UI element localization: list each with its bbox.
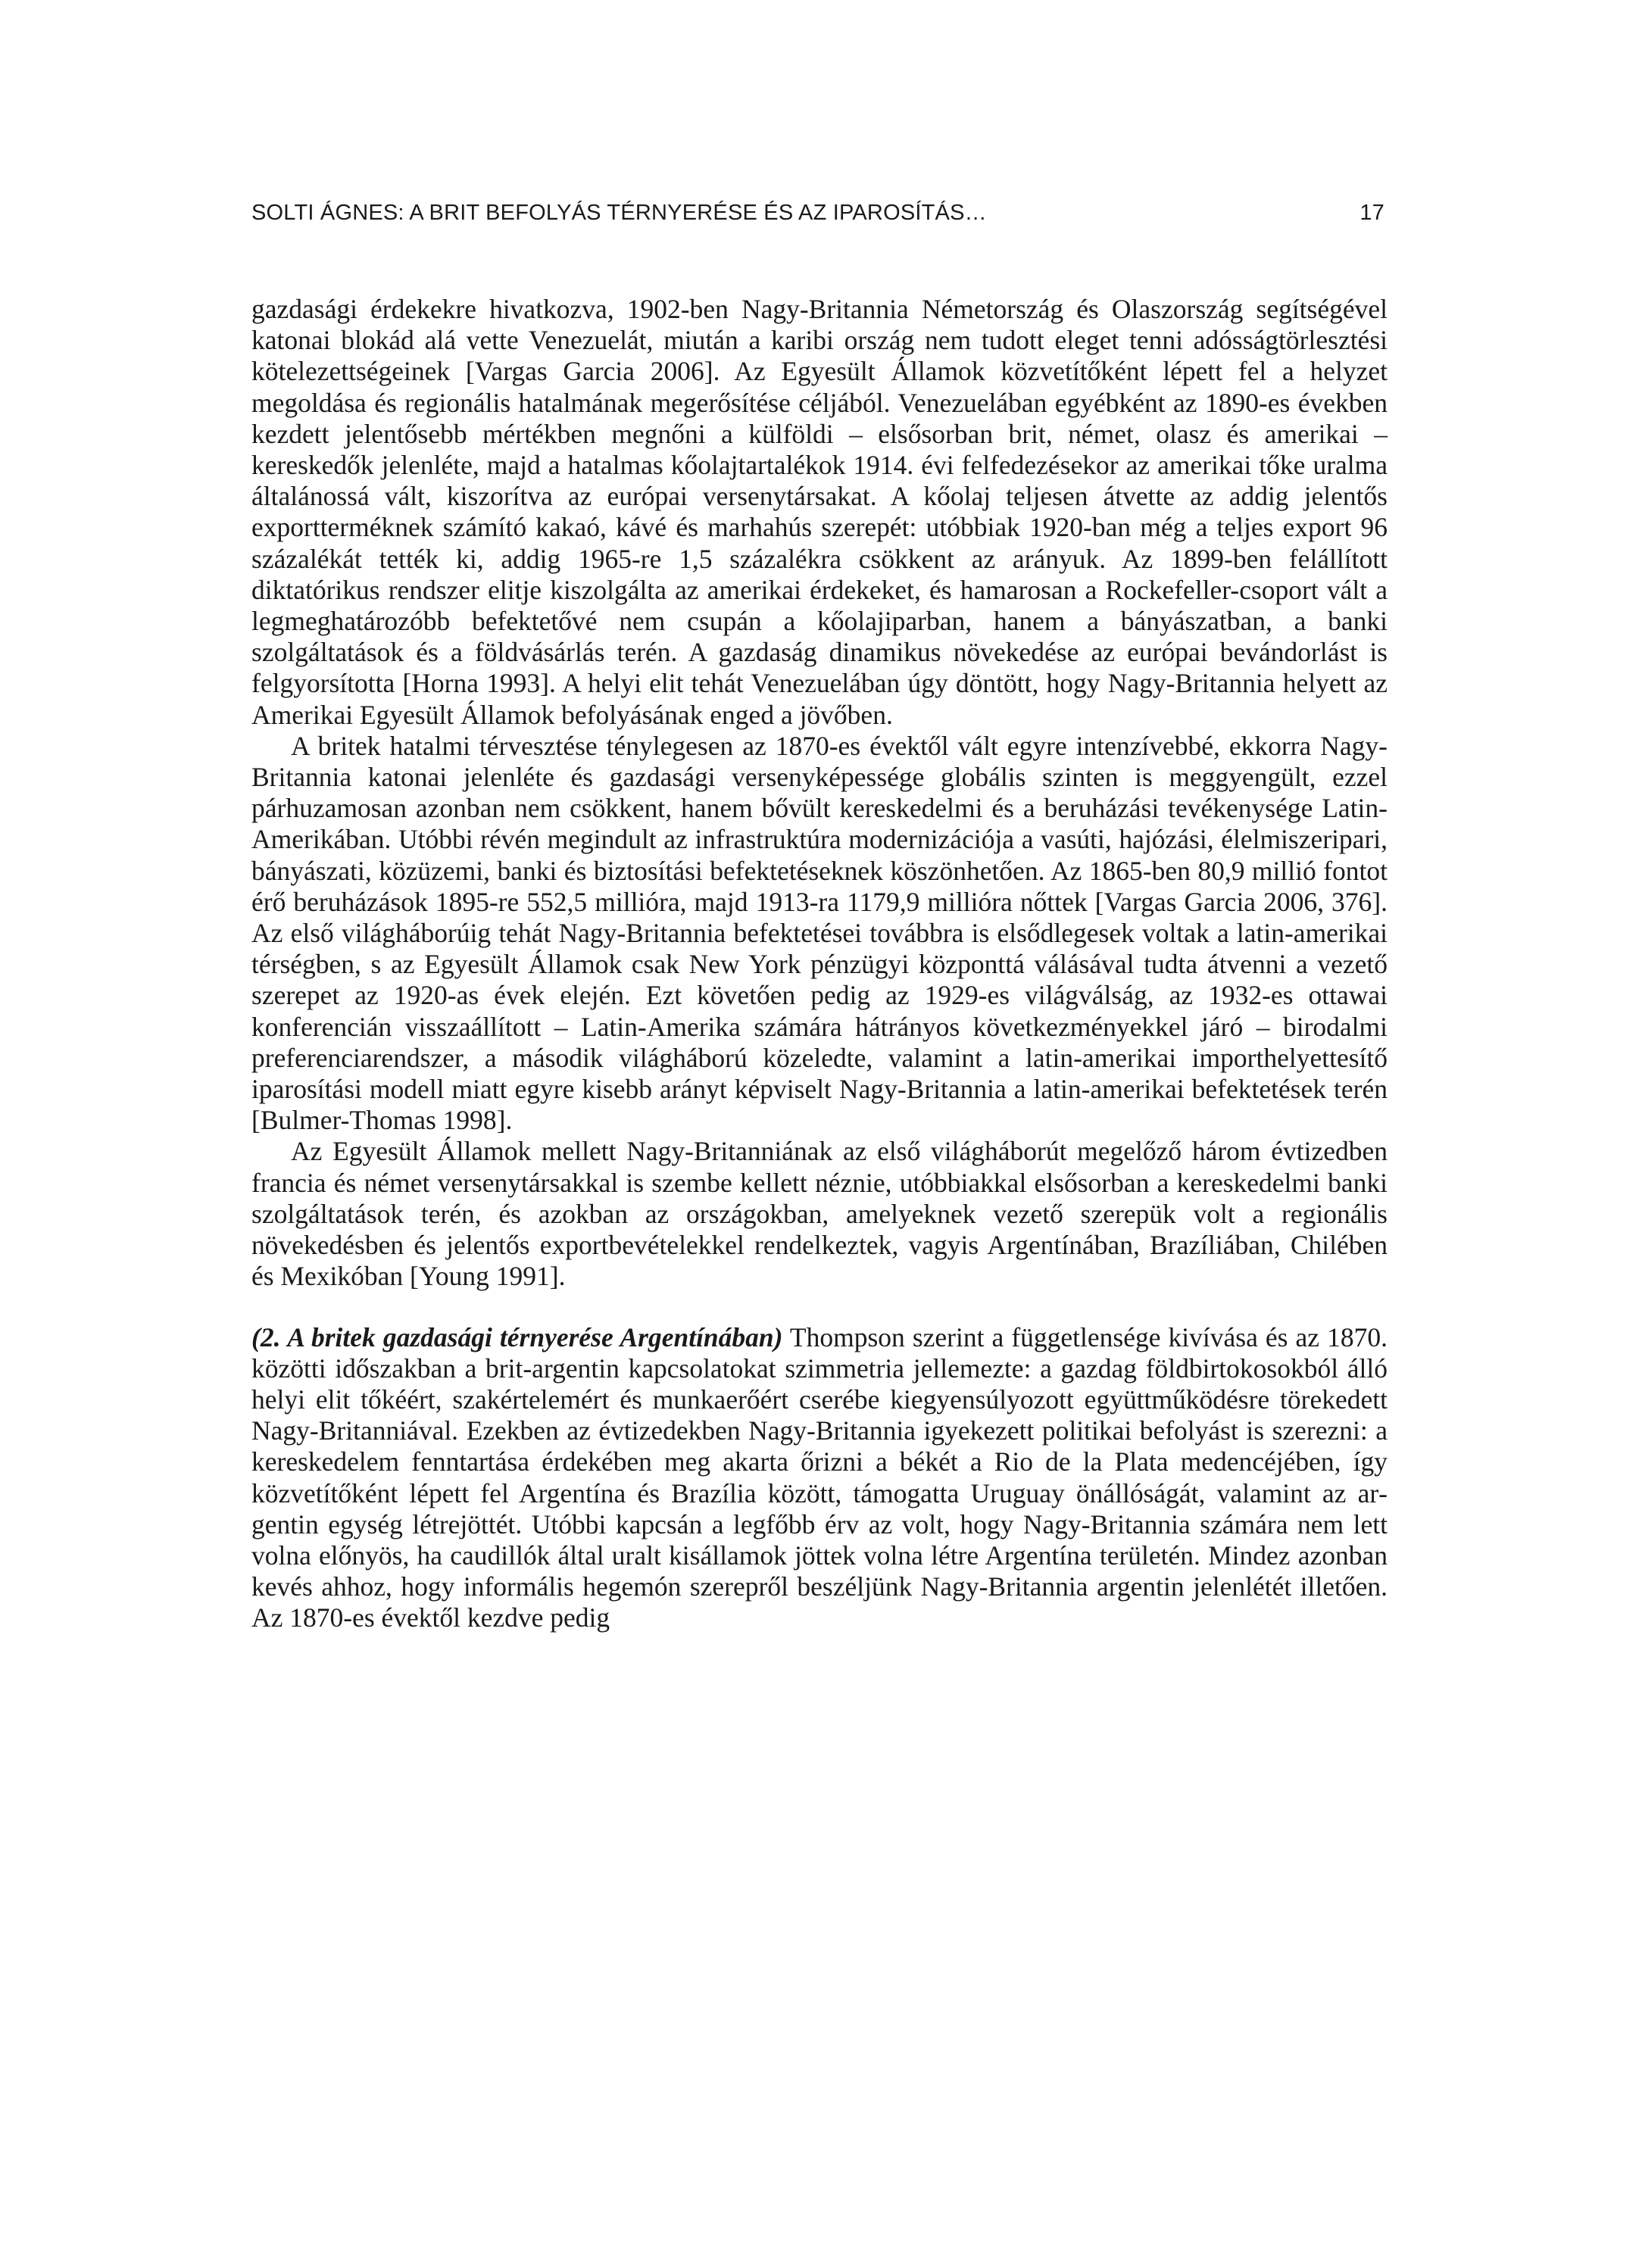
section-spacer xyxy=(251,1293,1388,1322)
section-paragraph xyxy=(251,1322,1388,1634)
running-header xyxy=(251,201,1388,243)
page-number: 17 xyxy=(1359,201,1384,225)
running-header-title: SOLTI ÁGNES: A BRIT BEFOLYÁS TÉRNYERÉSE ÉS AZ IPAROSÍTÁS… xyxy=(251,201,987,225)
section-text: Thompson szerint a függetlensége kivívása és az 1870. közötti időszakban a brit-argentin kapcsolatokat szimmetria jellemezte: a gazdag földbirtokosokból álló helyi elit tőkéért, szakértelemért és munkaerőért cserébe kiegyensúlyozott együttműködésre törekedett Nagy-Britanniával. Ezekben az évtizedekben Nagy-Britannia igyekezett politikai befolyást is szerezni: a kereskedelem fenntartása érdekében meg akarta őrizni a békét a Rio de la Plata medencéjében, így közvetítőként lépett fel Argentína és Brazília között, támogatta Uruguay önállóságát, valamint az argentin egység létrejöttét. Utóbbi kapcsán a legfőbb érv az volt, hogy Nagy-Britannia számára nem lett volna előnyös, ha caudillók által uralt kisállamok jöttek volna létre Argentína területén. Mindez azonban kevés ahhoz, hogy informális hegemón szerepről beszéljünk Nagy-Britannia argentin jelenlétét illetően. Az 1870-es évektől kezdve pedig xyxy=(251,1321,1388,1633)
paragraph: A britek hatalmi térvesztése ténylegesen az 1870-es évektől vált egyre intenzívebbé, ekkorra Nagy-Britannia katonai jelenléte és gazdasági versenyképessége globális szinten is meggyengült, ezzel párhuzamosan azonban nem csökkent, hanem bővült kereskedelmi és a beruházási tevékenysége Latin-Amerikában. Utóbbi révén megindult az infrastruktúra modernizációja a vasúti, hajózási, élelmiszeripari, bányászati, közüzemi, banki és biztosítási befektetéseknek köszönhetően. Az 1865-ben 80,9 millió fontot érő beruházások 1895-re 552,5 millióra, majd 1913-ra 1179,9 millióra nőttek [Vargas Garcia 2006, 376]. Az első világháborúig tehát Nagy-Britannia befektetései továbbra is elsődlegesek voltak a latin-amerikai térségben, s az Egyesült Államok csak New York pénzügyi központtá válásával tudta átvenni a vezető szerepet az 1920-as évek elején. Ezt követően pedig az 1929-es világválság, az 1932-es ottawai konferencián visszaállított – Latin-Amerika számára hátrányos következményekkel járó – birodalmi preferenciarendszer, a második világháború közeledte, valamint a latin-amerikai importhelyettesítő iparosítási modell miatt egyre kisebb arányt képviselt Nagy-Britannia a latin-amerikai befektetések terén [Bulmer-Thomas 1998]. xyxy=(251,730,1388,1136)
paragraph: Az Egyesült Államok mellett Nagy-Britanniának az első világháborút megelőző három évtizedben francia és német versenytársakkal is szembe kellett néznie, utóbbiakkal elsősorban a kereskedelmi banki szolgáltatások terén, és azokban az országokban, amelyeknek vezető szerepük volt a regionális növekedésben és jelentős exportbevételekkel rendelkeztek, vagyis Argentínában, Brazíliában, Chilében és Mexikóban [Young 1991]. xyxy=(251,1136,1388,1292)
document-page xyxy=(251,201,1388,1634)
body-text xyxy=(251,294,1388,1634)
section-heading: (2. A britek gazdasági térnyerése Argentínában) xyxy=(251,1321,783,1352)
paragraph-continued: gazdasági érdekekre hivatkozva, 1902-ben Nagy-Britannia Németország és Olaszország segítségével katonai blokád alá vette Venezuelát, miután a karibi ország nem tudott eleget tenni adósságtörlesztési kötelezettségeinek [Vargas Garcia 2006]. Az Egyesült Államok közvetítőként lépett fel a helyzet megoldása és regionális hatalmának megerősítése céljából. Venezuelában egyébként az 1890-es években kezdett jelentősebb mértékben megnőni a külföldi – elsősorban brit, német, olasz és amerikai – kereskedők jelenléte, majd a hatalmas kőolajtartalékok 1914. évi felfedezésekor az amerikai tőke uralma általánossá vált, kiszorítva az európai versenytársakat. A kőolaj teljesen átvette az addig jelentős exportterméknek számító kakaó, kávé és marhahús szerepét: utóbbiak 1920-ban még a teljes export 96 százalékát tették ki, addig 1965-re 1,5 százalékra csökkent az arányuk. Az 1899-ben felállított diktatórikus rendszer elitje kiszolgálta az amerikai érdekeket, és hamarosan a Rockefeller-csoport vált a legmeghatározóbb befektetővé nem csupán a kőolajiparban, hanem a bányászatban, a banki szolgáltatások és a földvásárlás terén. A gazdaság dinamikus növekedése az európai bevándorlást is felgyorsította [Horna 1993]. A helyi elit tehát Venezuelában úgy döntött, hogy Nagy-Britannia helyett az Amerikai Egyesült Államok befolyásának enged a jövőben. xyxy=(251,294,1388,730)
